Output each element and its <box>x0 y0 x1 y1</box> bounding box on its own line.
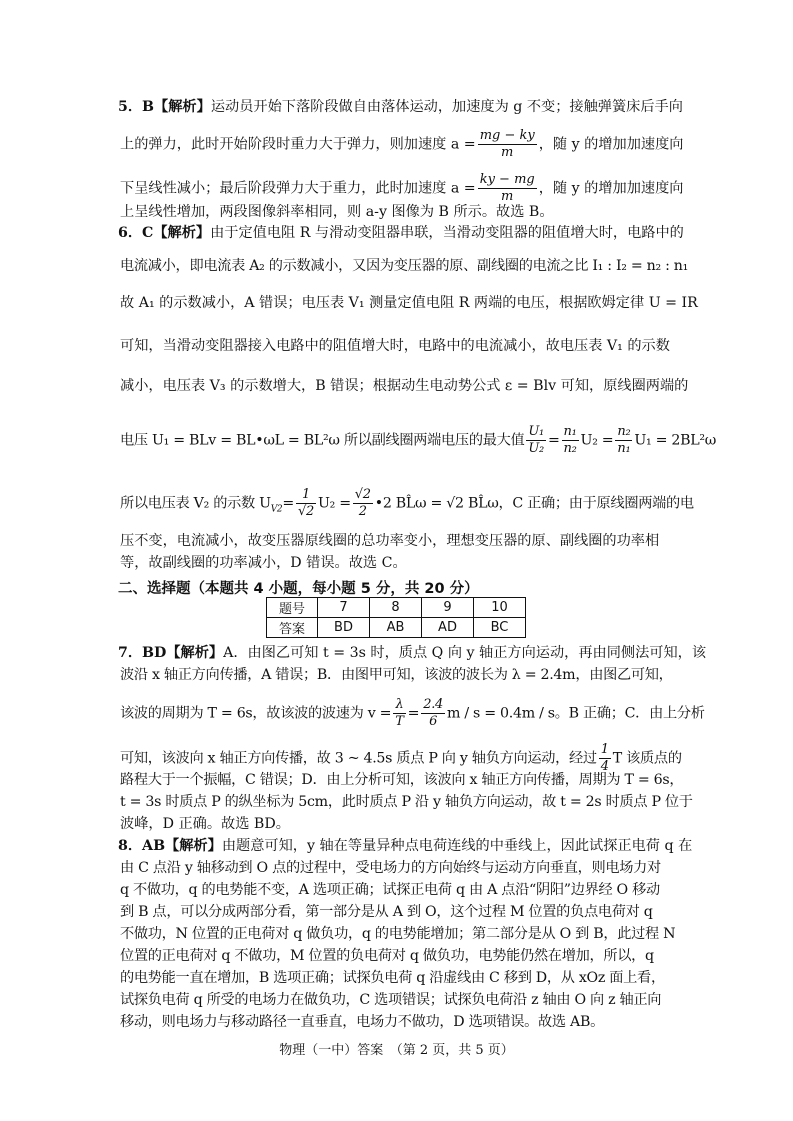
q6-line-9: 等，故副线圈的功率减小，D 错误。故选 C。 <box>120 555 407 571</box>
q5-label: 5．B【解析】 <box>118 99 211 115</box>
table-cell: AD <box>422 618 474 638</box>
table-cell: 10 <box>474 598 526 618</box>
q7-line-5: 路程大于一个振幅，C 错误；D．由上分析可知，该波向 x 轴正方向传播，周期为 T = 6s， <box>120 772 684 788</box>
q6-line-4: 可知，当滑动变阻器接入电路中的阻值增大时，电路中的电流减小，故电压表 V₁ 的示数 <box>120 338 670 354</box>
q6-line-5: 减小，电压表 V₃ 的示数增大，B 错误；根据动生电动势公式 ε = Blv 可知，原线圈两端的 <box>120 378 689 394</box>
q7-line-1: 7．BD【解析】A．由图乙可知 t = 3s 时，质点 Q 向 y 轴正方向运动，再由同侧法可知，该 <box>118 645 707 661</box>
q5-line-3: 下呈线性减小；最后阶段弹力大于重力，此时加速度 a = $\frac{ky - mg}{m}$ ，随 y 的增加加速度向 <box>120 172 684 204</box>
q5-line-4: 上呈线性增加，两段图像斜率相同，则 a-y 图像为 B 所示。故选 B。 <box>120 204 554 220</box>
q6-line-2: 电流减小，即电流表 A₂ 的示数减小，又因为变压器的原、副线圈的电流之比 I₁ : I₂ = n₂ : n₁ <box>120 258 689 274</box>
table-row <box>267 618 526 638</box>
q6-label: 6．C【解析】 <box>118 225 211 241</box>
q7-line-3: 该波的周期为 T = 6s，故该波的波速为 v = $\frac{\lambda}{T}$ = $\frac{2.4}{6}$ m / s = 0.4m / s。B 正确；C．由上分析 <box>120 697 705 729</box>
page-footer: 物理（一中）答案 （第 2 页，共 5 页） <box>279 1043 514 1058</box>
q6-line-6: 电压 U₁ = BLv = BL•ωL = BL²ω 所以副线圈两端电压的最大值 $\frac{\text{U₁}}{\text{U₂}}$ = $\frac{\text{n₁}}{\text{n₂}}$ U₂ = $\frac{\text{n₂}}{\text{n₁}}$ U₁ = 2BL²ω <box>120 424 717 456</box>
table-cell: AB <box>370 618 422 638</box>
q6-rms-fraction-1: $\frac{1}{√2}$ <box>297 487 314 519</box>
q8-line-1: 8．AB【解析】由题意可知，y 轴在等量异种点电荷连线的中垂线上，因此试探正电荷 q 在 <box>118 838 693 854</box>
q8-line-5: 不做功，N 位置的正电荷对 q 做负功，q 的电势能增加；第二部分是从 O 到 B，此过程 N <box>120 926 676 942</box>
q7-period-fraction: $\frac{1}{4}$ <box>600 742 609 774</box>
q6-rms-fraction-2: $\frac{√2}{2}$ <box>354 487 371 519</box>
q7-line-4: 可知，该波向 x 轴正方向传播，故 3 ~ 4.5s 质点 P 向 y 轴负方向运动，经过 $\frac{1}{4}$ T 该质点的 <box>120 742 682 774</box>
q5-accel-fraction-1: $\frac{mg - ky}{m}$ <box>479 128 535 160</box>
table-cell: 9 <box>422 598 474 618</box>
section-2-title: 二、选择题（本题共 4 小题，每小题 5 分，共 20 分） <box>118 581 479 597</box>
q7-speed-fraction-1: $\frac{\lambda}{T}$ <box>395 697 404 729</box>
q6-voltage-ratio: $\frac{\text{U₁}}{\text{U₂}}$ <box>528 424 544 456</box>
q7-line-7: 波峰，D 正确。故选 BD。 <box>120 816 290 832</box>
table-cell: 8 <box>370 598 422 618</box>
q6-turns-ratio-1: $\frac{\text{n₁}}{\text{n₂}}$ <box>563 424 577 456</box>
q7-speed-fraction-2: $\frac{2.4}{6}$ <box>423 697 443 729</box>
table-header-number: 题号 <box>267 598 318 618</box>
q8-line-2: 由 C 点沿 y 轴移动到 O 点的过程中，受电场力的方向始终与运动方向垂直，则电场力对 <box>120 860 661 876</box>
q8-line-9: 移动，则电场力与移动路径一直垂直，电场力不做功，D 选项错误。故选 AB。 <box>120 1014 604 1030</box>
table-header-answer: 答案 <box>267 618 318 638</box>
table-cell: 7 <box>318 598 370 618</box>
table-cell: BD <box>318 618 370 638</box>
q6-turns-ratio-2: $\frac{\text{n₂}}{\text{n₁}}$ <box>617 424 631 456</box>
q6-line-1: 6．C【解析】由于定值电阻 R 与滑动变阻器串联，当滑动变阻器的阻值增大时，电路中的 <box>118 225 684 241</box>
table-row <box>267 598 526 618</box>
q8-line-6: 位置的正电荷对 q 不做功，M 位置的负电荷对 q 做负功，电势能仍然在增加，所以，q <box>120 948 654 964</box>
q6-line-7: 所以电压表 V₂ 的示数 $U_{V2}=$ $\frac{1}{√2}$ U₂ = $\frac{√2}{2}$ •2 BL̂ω = √2 BL̂ω，C 正确；由于原线圈两端的电 <box>120 487 694 519</box>
q6-line-3: 故 A₁ 的示数减小，A 错误；电压表 V₁ 测量定值电阻 R 两端的电压，根据欧姆定律 U = IR <box>120 295 698 311</box>
q8-label: 8．AB【解析】 <box>118 838 222 854</box>
q5-line-2: 上的弹力，此时开始阶段时重力大于弹力，则加速度 a = $\frac{mg - ky}{m}$ ，随 y 的增加加速度向 <box>120 128 684 160</box>
q8-line-3: q 不做功，q 的电势能不变，A 选项正确；试探正电荷 q 由 A 点沿“阴阳”边界经 O 移动 <box>120 882 660 898</box>
q8-line-7: 的电势能一直在增加，B 选项正确；试探负电荷 q 沿虚线由 C 移到 D，从 xOz 面上看， <box>120 970 665 986</box>
answer-table <box>266 597 526 638</box>
q7-line-6: t = 3s 时质点 P 的纵坐标为 5cm，此时质点 P 沿 y 轴负方向运动，故 t = 2s 时质点 P 位于 <box>120 794 693 810</box>
q5-accel-fraction-2: $\frac{ky - mg}{m}$ <box>479 172 535 204</box>
q8-line-8: 试探负电荷 q 所受的电场力在做负功，C 选项错误；试探负电荷沿 z 轴由 O 向 z 轴正向 <box>120 992 662 1008</box>
q7-label: 7．BD【解析】 <box>118 645 224 661</box>
q8-line-4: 到 B 点，可以分成两部分看，第一部分是从 A 到 O，这个过程 M 位置的负点电荷对 q <box>120 904 653 920</box>
q7-line-2: 波沿 x 轴正方向传播，A 错误；B．由图甲可知，该波的波长为 λ = 2.4m，由图乙可知， <box>120 667 673 683</box>
q6-line-8: 压不变，电流减小，故变压器原线圈的总功率变小，理想变压器的原、副线圈的功率相 <box>120 533 660 549</box>
table-cell: BC <box>474 618 526 638</box>
q5-line-1: 5．B【解析】运动员开始下落阶段做自由落体运动，加速度为 g 不变；接触弹簧床后手向 <box>118 99 683 115</box>
